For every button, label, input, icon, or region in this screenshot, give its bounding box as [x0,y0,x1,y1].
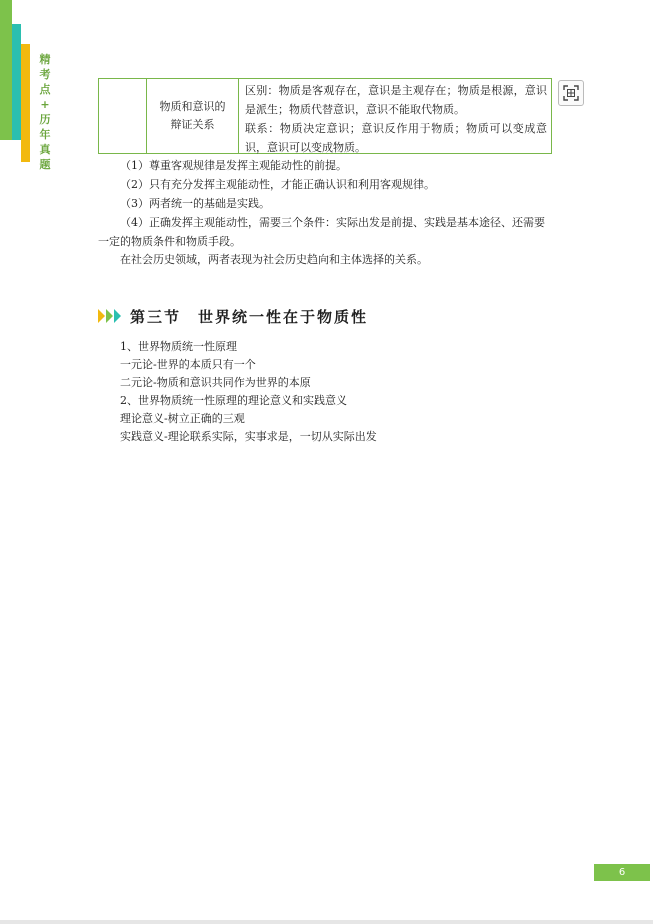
side-label-char: 点 [39,83,51,96]
table-content-cell [239,79,551,153]
side-label-char: 历 [39,113,51,126]
table-difference: 区别：物质是客观存在，意识是主观存在；物质是根源，意识是派生；物质代替意识，意识不能取代物质。 [245,84,547,116]
section-line: 一元论-世界的本质只有一个 [120,358,256,371]
point-2: （2）只有充分发挥主观能动性，才能正确认识和利用客观规律。 [120,178,435,191]
side-label-char: 年 [39,128,51,141]
table-topic-cell [147,79,239,153]
table-empty-cell [99,79,147,153]
side-label-char: + [40,98,50,111]
point-4: （4）正确发挥主观能动性，需要三个条件：实际出发是前提、实践是基本途径、还需要一定的物质条件和物质手段。 [98,216,545,248]
section-line: 1、世界物质统一性原理 [120,340,237,353]
chevron-arrows-icon [98,309,122,323]
section-line: 2、世界物质统一性原理的理论意义和实践意义 [120,394,347,407]
section-heading [98,305,368,327]
point-summary: 在社会历史领域，两者表现为社会历史趋向和主体选择的关系。 [120,253,428,266]
relation-table [98,78,552,154]
side-label-char: 真 [39,143,51,156]
decor-bar-teal [12,24,21,140]
section-line: 二元论-物质和意识共同作为世界的本原 [120,376,311,389]
point-3: （3）两者统一的基础是实践。 [120,197,270,210]
section-title: 第三节 世界统一性在于物质性 [130,307,369,326]
side-label [38,52,52,172]
section-line: 理论意义-树立正确的三观 [120,412,245,425]
decor-bar-yellow [21,44,30,162]
table-connection: 联系：物质决定意识；意识反作用于物质；物质可以变成意识，意识可以变成物质。 [245,122,547,154]
point-1: （1）尊重客观规律是发挥主观能动性的前提。 [120,159,347,172]
side-label-char: 精 [39,53,51,66]
side-label-char: 题 [39,158,51,171]
side-label-char: 考 [39,68,51,81]
bottom-divider [0,920,653,924]
section-line: 实践意义-理论联系实际，实事求是，一切从实际出发 [120,430,377,443]
table-topic: 物质和意识的 辩证关系 [159,100,226,131]
page-number: 6 [594,864,650,881]
qr-scan-icon[interactable] [558,80,584,106]
decor-bar-green [0,0,12,140]
